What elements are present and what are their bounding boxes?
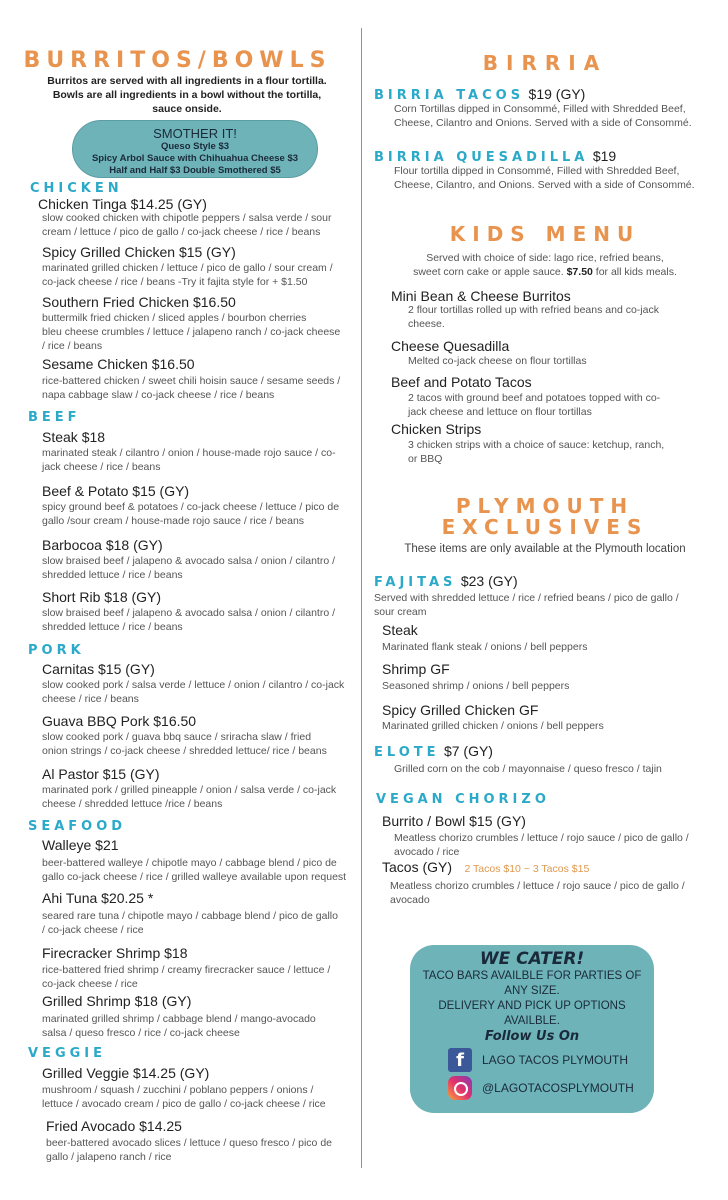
- kids-item-name: Chicken Strips: [391, 421, 482, 437]
- kids-item-desc: Melted co-jack cheese on flour tortillas: [408, 355, 587, 367]
- intro-line: Burritos are served with all ingredients in a flour tortilla.: [47, 75, 327, 87]
- kids-intro-line: sweet corn cake or apple sauce. $7.50 for all kids meals.: [413, 266, 677, 278]
- menu-item-name: Short Rib $18 (GY): [42, 589, 162, 605]
- birria-tacos-label: BIRRIA TACOS: [374, 88, 525, 103]
- menu-item-name: Ahi Tuna $20.25 *: [42, 890, 154, 906]
- smother-line: Half and Half $3 Double Smothered $5: [109, 165, 281, 176]
- seafood-heading: SEAFOOD: [28, 819, 127, 834]
- menu-item-desc: rice-battered fried shrimp / creamy firecracker sauce / lettuce / co-jack cheese / rice: [42, 964, 331, 990]
- beef-heading: BEEF: [28, 410, 81, 425]
- menu-item-name: Barbocoa $18 (GY): [42, 537, 163, 553]
- menu-item-desc: marinated pork / grilled pineapple / onion / salsa verde / co-jack cheese / shredded lettuce /rice / beans: [42, 784, 337, 810]
- elote-label: ELOTE: [374, 745, 440, 760]
- elote-header: [374, 743, 493, 761]
- birria-quesadilla-label: BIRRIA QUESADILLA: [374, 150, 589, 165]
- vegan-item-desc: Meatless chorizo crumbles / lettuce / rojo sauce / pico de gallo / avocado / rice: [394, 832, 689, 858]
- fajitas-price: $23 (GY): [460, 573, 518, 589]
- menu-item-desc: beer-battered avocado slices / lettuce / queso fresco / pico de gallo / jalapeno ranch / rice: [46, 1137, 332, 1163]
- menu-item-desc: mushroom / squash / zucchini / poblano peppers / onions / lettuce / avocado cream / pico de gallo / co-jack cheese / rice: [42, 1084, 326, 1110]
- birria-quesadilla-desc: Flour tortilla dipped in Consommé, Filled with Shredded Beef, Cheese, Cilantro, and Onions. Served with a side of Consommé.: [394, 165, 695, 191]
- menu-item-name: Carnitas $15 (GY): [42, 661, 155, 677]
- menu-item-name: Steak $18: [42, 429, 106, 445]
- fajitas-desc: Served with shredded lettuce / rice / refried beans / pico de gallo / sour cream: [374, 592, 679, 618]
- kids-menu-title: KIDS MENU: [449, 222, 641, 246]
- vegan-item-desc: Meatless chorizo crumbles / lettuce / rojo sauce / pico de gallo / avocado: [390, 880, 685, 906]
- menu-item-desc: spicy ground beef & potatoes / co-jack cheese / lettuce / pico de gallo /sour cream / house-made rojo sauce / rice / beans: [42, 501, 340, 527]
- menu-item-name: Fried Avocado $14.25: [46, 1118, 182, 1134]
- menu-item-desc: seared rare tuna / chipotle mayo / cabbage blend / pico de gallo / co-jack cheese / rice: [42, 910, 338, 936]
- birria-title: BIRRIA: [482, 51, 608, 75]
- vegan-tacos-price: 2 Tacos $10 ~ 3 Tacos $15: [464, 863, 590, 875]
- menu-item-desc: buttermilk fried chicken / sliced apples / bourbon cherries bleu cheese crumbles / lettuce / jalapeno ranch / co-jack cheese / rice / beans: [42, 312, 341, 352]
- facebook-link[interactable]: [448, 1048, 654, 1072]
- cater-line: TACO BARS AVAILBLE FOR PARTIES OF: [422, 970, 642, 982]
- catering-box: [410, 945, 654, 1113]
- kids-item-desc: 3 chicken strips with a choice of sauce: ketchup, ranch, or BBQ: [408, 439, 665, 465]
- menu-item-desc: marinated grilled chicken / lettuce / pico de gallo / sour cream / co-jack cheese / rice / beans -Try it fajita style for + $1.50: [42, 262, 333, 288]
- cater-line: AVAILBLE.: [504, 1015, 560, 1027]
- kids-item-name: Mini Bean & Cheese Burritos: [391, 288, 571, 304]
- smother-line: Spicy Arbol Sauce with Chihuahua Cheese $3: [91, 153, 299, 164]
- column-divider: [361, 28, 362, 1168]
- birria-tacos-desc: Corn Tortillas dipped in Consommé, Filled with Shredded Beef, Cheese, Cilantro and Onions. Served with a side of Consommé.: [394, 103, 692, 129]
- menu-item-desc: marinated steak / cilantro / onion / house-made rojo sauce / co- jack cheese / rice / beans: [42, 447, 336, 473]
- menu-item-desc: slow braised beef / jalapeno & avocado salsa / onion / cilantro / shredded lettuce / rice / beans: [42, 607, 336, 633]
- smother-it-box: [72, 120, 318, 178]
- menu-item-name: Walleye $21: [42, 837, 119, 853]
- burritos-title: BURRITOS/BOWLS: [23, 48, 332, 73]
- facebook-icon: f: [448, 1048, 472, 1072]
- burritos-intro: [28, 74, 346, 116]
- smother-line: Queso Style $3: [160, 141, 230, 152]
- menu-item-name: Spicy Grilled Chicken $15 (GY): [42, 244, 236, 260]
- menu-item-name: Firecracker Shrimp $18: [42, 945, 188, 961]
- menu-item-desc: rice-battered chicken / sweet chili hoisin sauce / sesame seeds / napa cabbage slaw / co-jack cheese / rice / beans: [42, 375, 341, 401]
- intro-line: sauce onside.: [152, 103, 222, 115]
- vegan-item-name: Burrito / Bowl $15 (GY): [382, 813, 526, 829]
- menu-item-name: Southern Fried Chicken $16.50: [42, 294, 236, 310]
- fajita-item-name: Spicy Grilled Chicken GF: [382, 702, 539, 718]
- menu-item-name: Al Pastor $15 (GY): [42, 766, 160, 782]
- menu-item-desc: marinated grilled shrimp / cabbage blend / mango-avocado salsa / queso fresco / rice / co-jack cheese: [42, 1013, 316, 1039]
- menu-item-desc: slow cooked chicken with chipotle peppers / salsa verde / sour cream / lettuce / pico de gallo / co-jack cheese / rice / beans: [42, 212, 332, 238]
- menu-item-desc: slow cooked pork / salsa verde / lettuce / onion / cilantro / co-jack cheese / rice / beans: [42, 679, 345, 705]
- instagram-icon: [448, 1076, 472, 1100]
- fajita-item-name: Steak: [382, 622, 418, 638]
- menu-item-name: Guava BBQ Pork $16.50: [42, 713, 197, 729]
- menu-item-name: Chicken Tinga $14.25 (GY): [38, 196, 207, 212]
- cater-title: WE CATER!: [479, 949, 585, 969]
- elote-desc: Grilled corn on the cob / mayonnaise / queso fresco / tajin: [394, 763, 662, 775]
- kids-item-name: Beef and Potato Tacos: [391, 374, 532, 390]
- vegan-tacos-name: Tacos (GY): [382, 859, 453, 875]
- instagram-handle: @LAGOTACOSPLYMOUTH: [482, 1081, 634, 1095]
- menu-item-name: Grilled Veggie $14.25 (GY): [42, 1065, 210, 1081]
- kids-item-name: Cheese Quesadilla: [391, 338, 510, 354]
- kids-intro: [370, 251, 720, 279]
- instagram-link[interactable]: [448, 1076, 654, 1100]
- kids-item-desc: 2 flour tortillas rolled up with refried beans and co-jack cheese.: [408, 304, 659, 330]
- fajita-item-desc: Marinated grilled chicken / onions / bell peppers: [382, 720, 604, 732]
- plymouth-title: PLYMOUTH: [455, 494, 635, 518]
- menu-item-desc: slow cooked pork / guava bbq sauce / sriracha slaw / fried onion strings / co-jack cheese / shredded lettuce/ rice / beans: [42, 731, 327, 757]
- exclusives-title: EXCLUSIVES: [441, 515, 649, 539]
- facebook-handle: LAGO TACOS PLYMOUTH: [482, 1053, 629, 1067]
- elote-price: $7 (GY): [443, 743, 493, 759]
- smother-title: SMOTHER IT!: [153, 126, 237, 141]
- chicken-heading: CHICKEN: [30, 181, 123, 196]
- fajita-item-desc: Marinated flank steak / onions / bell peppers: [382, 641, 588, 653]
- menu-item-name: Beef & Potato $15 (GY): [42, 483, 190, 499]
- kids-item-desc: 2 tacos with ground beef and potatoes topped with co- jack cheese and lettuce on flour tortillas: [408, 392, 661, 418]
- cater-line: ANY SIZE.: [504, 985, 560, 997]
- fajitas-label: FAJITAS: [374, 575, 457, 590]
- vegan-tacos-header: [382, 859, 589, 877]
- plymouth-note: These items are only available at the Plymouth location: [404, 543, 686, 555]
- birria-quesadilla-price: $19: [592, 148, 617, 164]
- cater-line: DELIVERY AND PICK UP OPTIONS: [438, 1000, 626, 1012]
- menu-item-name: Grilled Shrimp $18 (GY): [42, 993, 192, 1009]
- menu-item-desc: beer-battered walleye / chipotle mayo / cabbage blend / pico de gallo co-jack cheese / rice / grilled walleye available upon request: [42, 857, 347, 883]
- intro-line: Bowls are all ingredients in a bowl without the tortilla,: [52, 89, 322, 101]
- fajita-item-name: Shrimp GF: [382, 661, 450, 677]
- fajita-item-desc: Seasoned shrimp / onions / bell peppers: [382, 680, 570, 692]
- follow-us-label: Follow Us On: [484, 1029, 580, 1044]
- fajitas-header: [374, 573, 518, 591]
- vegan-chorizo-heading: VEGAN CHORIZO: [376, 792, 550, 807]
- menu-item-name: Sesame Chicken $16.50: [42, 356, 195, 372]
- menu-item-desc: slow braised beef / jalapeno & avocado salsa / onion / cilantro / shredded lettuce / rice / beans: [42, 555, 336, 581]
- kids-intro-line: Served with choice of side: lago rice, refried beans,: [426, 252, 664, 264]
- birria-tacos-price: $19 (GY): [528, 86, 586, 102]
- veggie-heading: VEGGIE: [28, 1046, 106, 1061]
- pork-heading: PORK: [28, 643, 85, 658]
